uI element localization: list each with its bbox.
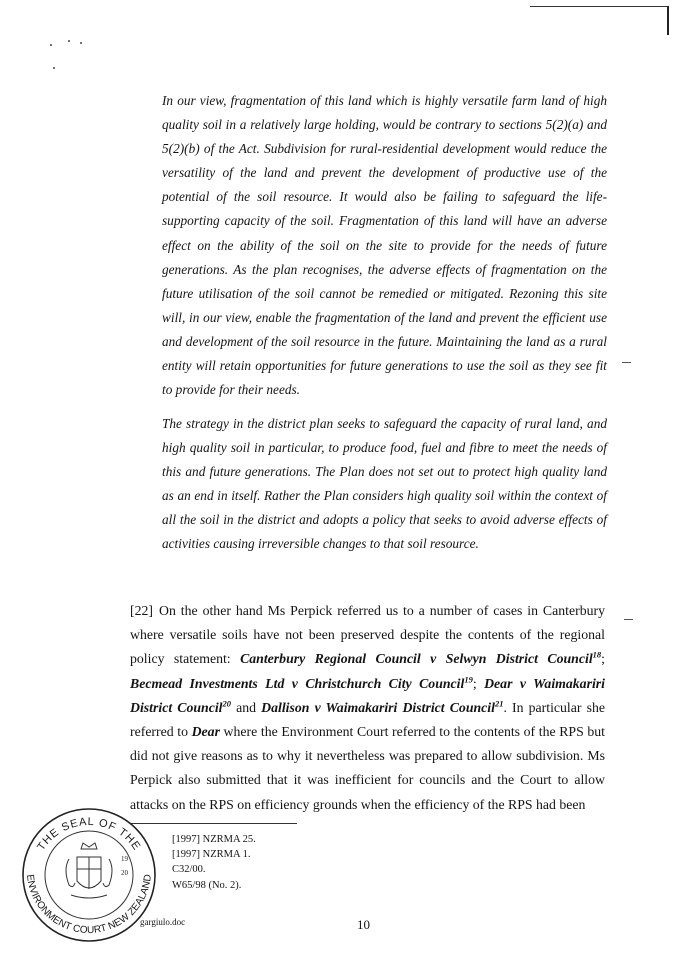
paragraph-text: On the other hand Ms Perpick referred us to a number of cases in Canterbury where versatile soils have not been preserved despite the contents of the regional policy statement: xyxy=(130,603,605,667)
quote-text: In our view, fragmentation of this land which is highly versatile farm land of high quality soil in a relatively large holding, would be contrary to sections 5(2)(a) and 5(2)(b) of the Act. Subdivision for rural-residential development would reduce the versatility of the land and prevent the development of productive use of the potential of the soil resource. It would also be failing to safeguard the life-supporting capacity of the soil. Fragmentation of this land will have an adverse effect on the ability of the soil on the site to provide for the needs of future generations. As the plan recognises, the adverse effects of fragmentation on the future utilisation of the soil cannot be remedied or mitigated. Rezoning this site will, in our view, enable the fragmentation of the land and prevent the efficient use and development of the soil resource in the future. Maintaining the land as a rural entity will retain opportunities for future generations to use the soil as they see fit to provide for their needs. xyxy=(162,93,607,398)
paragraph-text: and xyxy=(231,699,262,715)
paragraph-text: ; xyxy=(472,675,485,691)
footnote-21: W65/98 (No. 2). xyxy=(172,879,242,891)
paragraph-text: . In particular she referred to xyxy=(130,699,605,740)
paragraph-text: where the Environment Court referred to the contents of the RPS but did not give reasons as to why it nevertheless was prepared to allow subdivision. Ms Perpick also submitted that it was inefficient for councils and the Court to allow attacks on the RPS on efficiency grounds when the efficiency of the RPS had been xyxy=(130,724,605,812)
footnote-ref: 18 xyxy=(592,649,602,660)
case-citation: Canterbury Regional Council v Selwyn District Council xyxy=(240,651,593,667)
seal-footnote-number: 19 xyxy=(121,855,128,863)
block-quote-2 xyxy=(162,412,607,557)
quote-text: The strategy in the district plan seeks to safeguard the capacity of rural land, and high quality soil in particular, to produce food, fuel and fibre to meet the needs of this and future generations. The Plan does not set out to protect high quality land as an end in itself. Rather the Plan considers high quality soil within the context of all the soil in the district and adopts a policy that seeks to avoid adverse effects of activities causing irreversible changes to that soil resource. xyxy=(162,416,607,552)
coat-of-arms-icon xyxy=(66,843,112,898)
paragraph-text: ; xyxy=(601,651,605,667)
footnote-19: [1997] NZRMA 1. xyxy=(172,849,251,861)
footnote-ref: 20 xyxy=(222,698,232,709)
margin-mark xyxy=(622,362,631,363)
case-citation: Dear v Waimakariri District Council xyxy=(130,675,605,715)
seal-bottom-text: ENVIRONMENT COURT NEW ZEALAND xyxy=(24,873,154,937)
paragraph-number: [22] xyxy=(130,603,153,618)
case-citation: Becmead Investments Ltd v Christchurch City Council xyxy=(130,675,465,691)
scan-speck xyxy=(80,42,82,44)
scan-speck xyxy=(50,44,52,46)
block-quote-1 xyxy=(162,89,607,402)
margin-mark xyxy=(624,619,633,620)
seal-top-text: THE SEAL OF THE xyxy=(35,815,143,853)
case-citation: Dear xyxy=(191,724,220,740)
scan-speck xyxy=(68,40,70,42)
paragraph-22 xyxy=(130,599,605,817)
case-citation: Dallison v Waimakariri District Council xyxy=(261,699,495,715)
footnote-ref: 21 xyxy=(494,698,504,709)
page-corner-mark xyxy=(530,6,669,35)
footnote-ref: 19 xyxy=(464,674,473,685)
footnote-18: [1997] NZRMA 25. xyxy=(172,834,256,845)
file-name: gargiulo.doc xyxy=(140,917,186,927)
footnote-20: C32/00. xyxy=(172,864,206,876)
seal-footnote-number: 20 xyxy=(121,869,128,877)
footnotes xyxy=(172,832,256,893)
page-number: 10 xyxy=(357,917,370,932)
scan-speck xyxy=(53,67,55,69)
